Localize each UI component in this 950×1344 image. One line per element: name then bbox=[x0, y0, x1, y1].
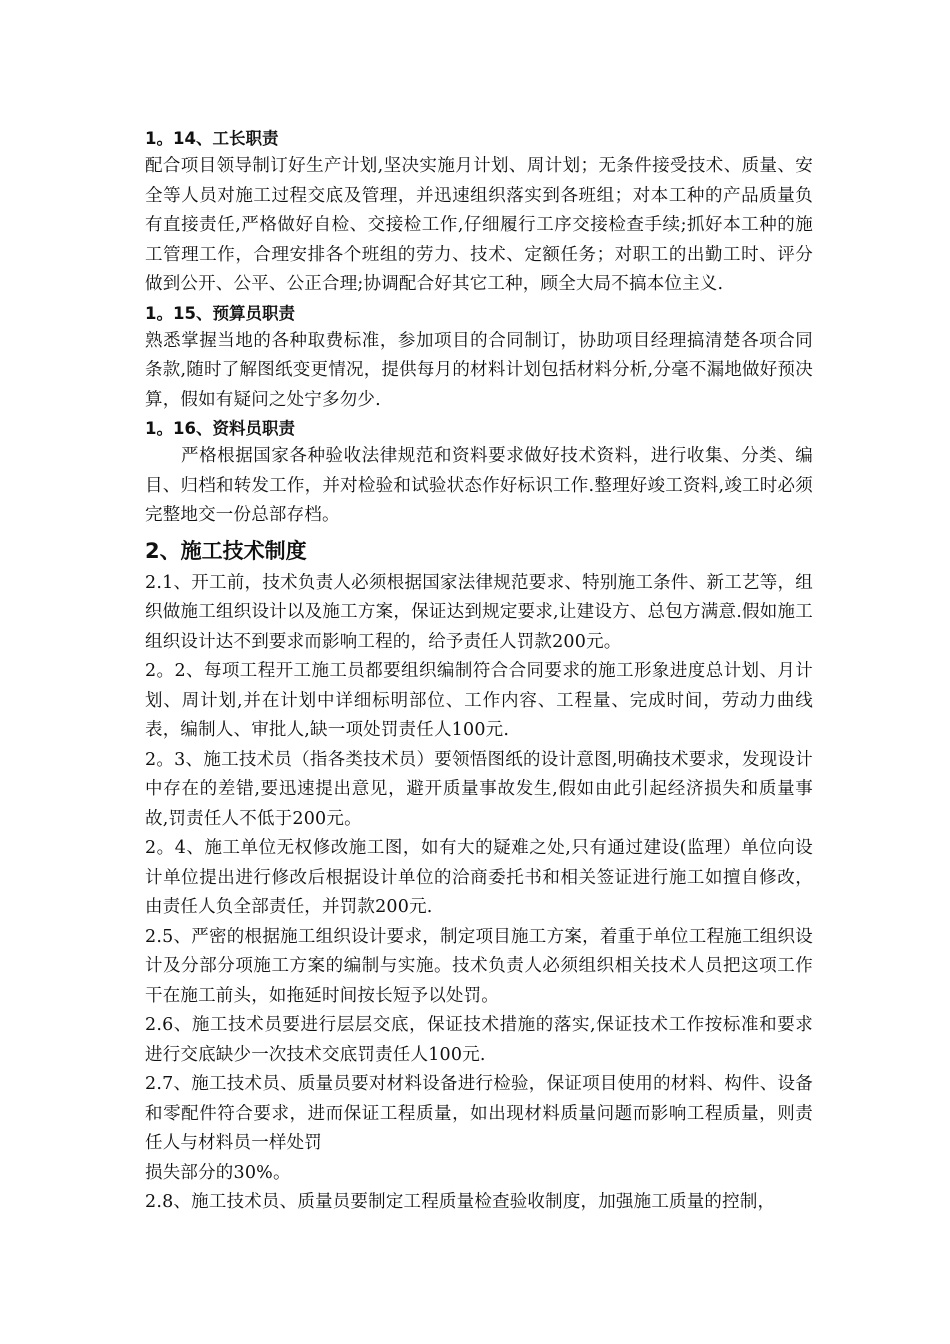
heading-1-14: 1。14、工长职责 bbox=[145, 129, 279, 148]
paragraph-2-4: 2。4、施工单位无权修改施工图，如有大的疑难之处,只有通过建设(监理）单位向设计单位提出进行修改后根据设计单位的洽商委托书和相关签证进行施工如擅自修改，由责任人负全部责任，并罚款200元. bbox=[145, 838, 813, 917]
paragraph-2-3: 2。3、施工技术员（指各类技术员）要领悟图纸的设计意图,明确技术要求，发现设计中存在的差错,要迅速提出意见，避开质量事故发生,假如由此引起经济损失和质量事故,罚责任人不低于200元。 bbox=[145, 749, 813, 829]
paragraph-1-15: 熟悉掌握当地的各种取费标准，参加项目的合同制订，协助项目经理搞清楚各项合同条款,随时了解图纸变更情况，提供每月的材料计划包括材料分析,分毫不漏地做好预决算，假如有疑问之处宁多勿少. bbox=[145, 330, 813, 410]
paragraph-2-1: 2.1、开工前，技术负责人必须根据国家法律规范要求、特别施工条件、新工艺等，组织做施工组织设计以及施工方案，保证达到规定要求,让建设方、总包方满意.假如施工组织设计达不到要求而影响工程的，给予责任人罚款200元。 bbox=[145, 572, 813, 652]
heading-section-2: 2、施工技术制度 bbox=[145, 538, 307, 563]
paragraph-2-8: 2.8、施工技术员、质量员要制定工程质量检查验收制度，加强施工质量的控制， bbox=[145, 1192, 776, 1212]
paragraph-1-16: 严格根据国家各种验收法律规范和资料要求做好技术资料，进行收集、分类、编目、归档和转发工作，并对检验和试验状态作好标识工作.整理好竣工资料,竣工时必须完整地交一份总部存档。 bbox=[145, 446, 813, 525]
document-body bbox=[145, 127, 813, 1218]
paragraph-1-14: 配合项目领导制订好生产计划,坚决实施月计划、周计划；无条件接受技术、质量、安全等人员对施工过程交底及管理，并迅速组织落实到各班组；对本工种的产品质量负有直接责任,严格做好自检、交接检工作,仔细履行工序交接检查手续;抓好本工种的施工管理工作，合理安排各个班组的劳力、技术、定额任务；对职工的出勤工时、评分做到公开、公平、公正合理;协调配合好其它工种，顾全大局不搞本位主义. bbox=[145, 156, 813, 294]
paragraph-2-7: 2.7、施工技术员、质量员要对材料设备进行检验，保证项目使用的材料、构件、设备和零配件符合要求，进而保证工程质量，如出现材料质量问题而影响工程质量，则责任人与材料员一样处罚 bbox=[145, 1074, 813, 1153]
heading-1-16: 1。16、资料员职责 bbox=[145, 419, 295, 438]
paragraph-2-7-continued: 损失部分的30%。 bbox=[145, 1162, 291, 1183]
paragraph-2-2: 2。2、每项工程开工施工员都要组织编制符合合同要求的施工形象进度总计划、月计划、周计划,并在计划中详细标明部位、工作内容、工程量、完成时间，劳动力曲线表，编制人、审批人,缺一项处罚责任人100元. bbox=[145, 661, 813, 740]
paragraph-2-5: 2.5、严密的根据施工组织设计要求，制定项目施工方案，着重于单位工程施工组织设计及分部分项施工方案的编制与实施。技术负责人必须组织相关技术人员把这项工作干在施工前头，如拖延时间按长短予以处罚。 bbox=[145, 926, 813, 1006]
heading-1-15: 1。15、预算员职责 bbox=[145, 303, 295, 323]
paragraph-2-6: 2.6、施工技术员要进行层层交底，保证技术措施的落实,保证技术工作按标准和要求进行交底缺少一次技术交底罚责任人100元. bbox=[145, 1015, 813, 1065]
